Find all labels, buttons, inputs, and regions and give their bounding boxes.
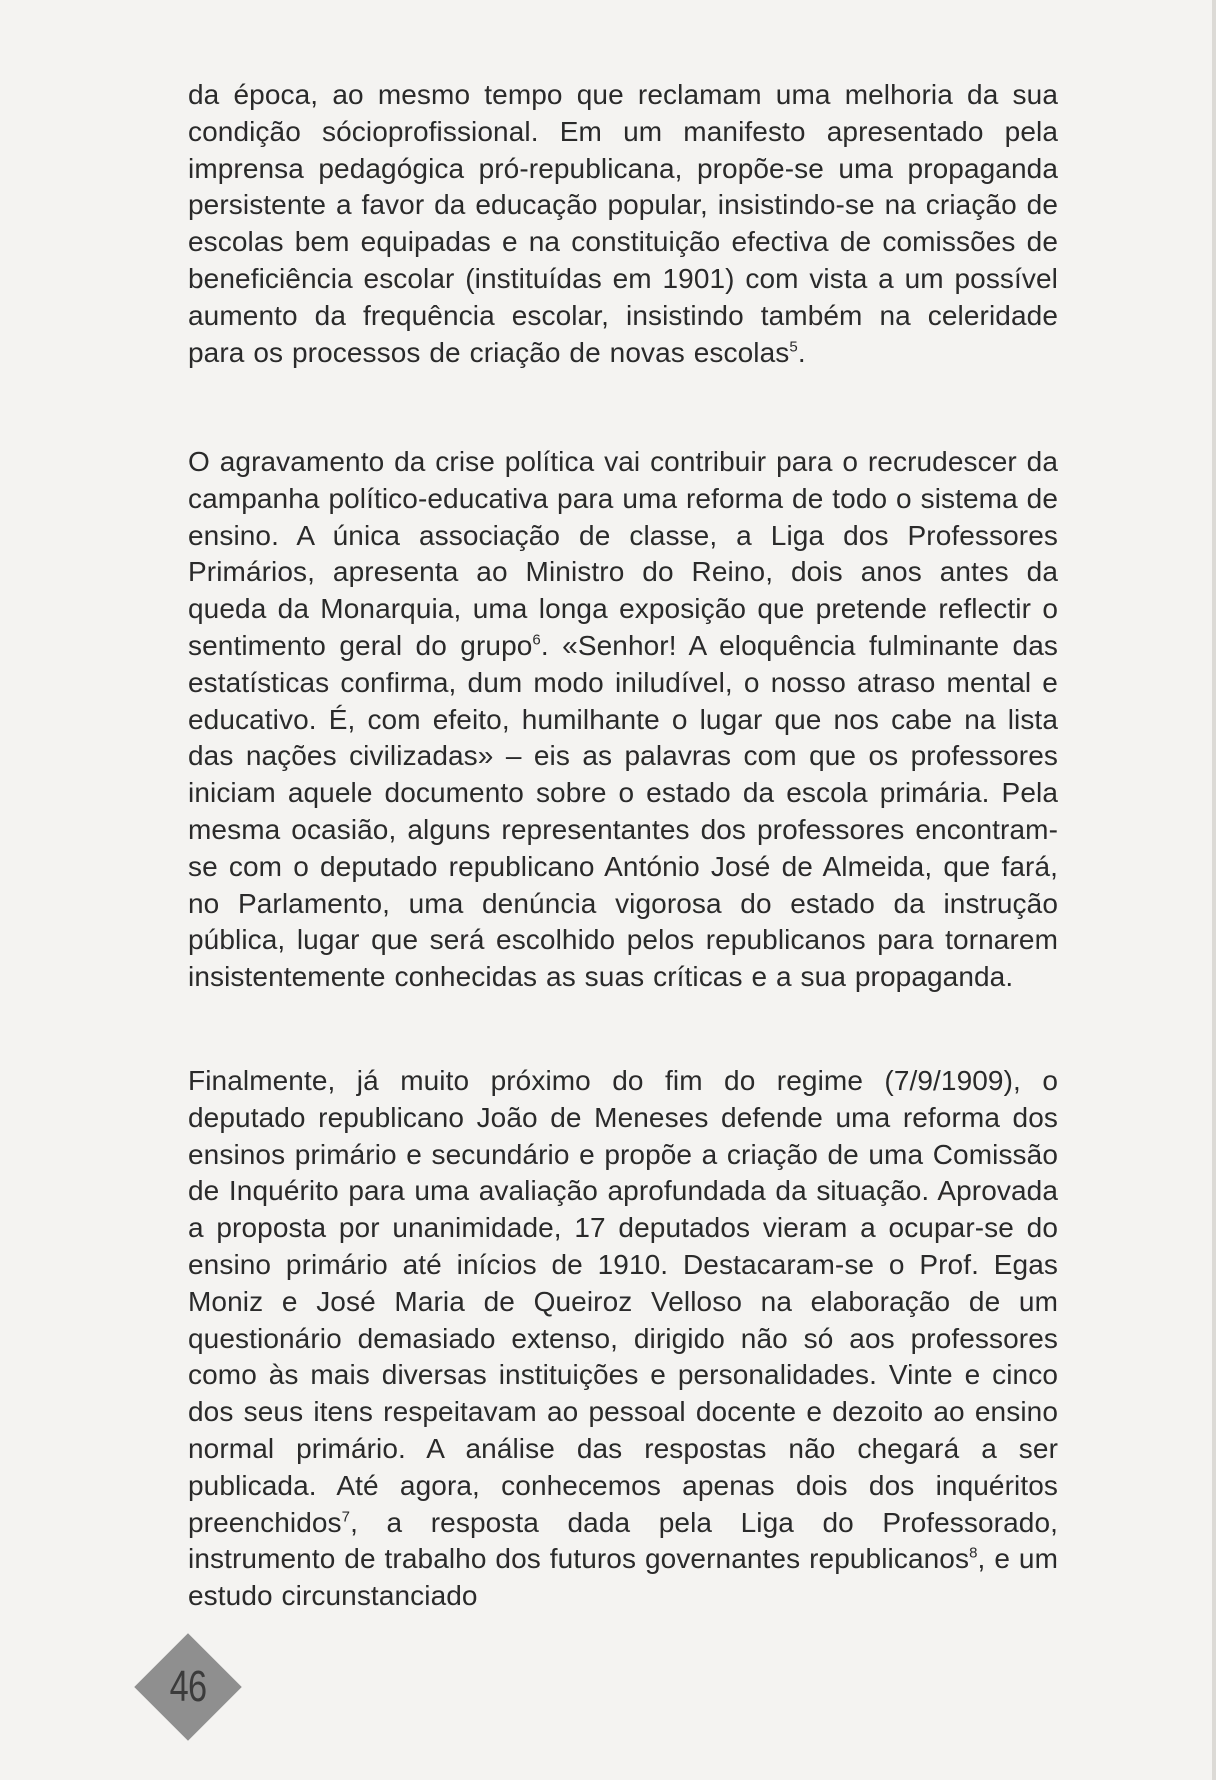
paragraph-2 bbox=[188, 444, 1058, 996]
paragraph-1-text: da época, ao mesmo tempo que reclamam uma melhoria da sua condição sócioprofissional. Em um manifesto apresentado pela imprensa pedagógica pró-republicana, propõe-se uma propaganda persistente a favor da educação popular, insistindo-se na criação de escolas bem equipadas e na constituição efectiva de comissões de beneficiência escolar (instituídas em 1901) com vista a um possível aumento da frequência escolar, insistindo também na celeridade para os processos de criação de novas escolas bbox=[188, 79, 1058, 368]
paragraph-2-text: O agravamento da crise política vai contribuir para o recrudescer da campanha político-educativa para uma reforma de todo o sistema de ensino. A única associação de classe, a Liga dos Professores Primários, apresenta ao Ministro do Reino, dois anos antes da queda da Monarquia, uma longa exposição que pretende reflectir o sentimento geral do grupo bbox=[188, 446, 1058, 661]
paragraph-3-end: , e um estudo circunstanciado bbox=[188, 1543, 1058, 1612]
paragraph-3-text: Finalmente, já muito próximo do fim do regime (7/9/1909), o deputado republicano João de Meneses defende uma reforma dos ensinos primário e secundário e propõe a criação de uma Comissão de Inquérito para uma avaliação aprofundada da situação. Aprovada a proposta por unanimidade, 17 deputados vieram a ocupar-se do ensino primário até inícios de 1910. Destacaram-se o Prof. Egas Moniz e José Maria de Queiroz Velloso na elaboração de um questionário demasiado extenso, dirigido não só aos professores como às mais diversas instituições e personalidades. Vinte e cinco dos seus itens respeitavam ao pessoal docente e dezoito ao ensino normal primário. A análise das respostas não chegará a ser publicada. Até agora, conhecemos apenas dois dos inquéritos preenchidos bbox=[188, 1065, 1058, 1538]
paragraph-1-end: . bbox=[797, 336, 806, 368]
page-number-badge bbox=[133, 1632, 243, 1742]
footnote-ref-6: 6 bbox=[532, 631, 541, 649]
paragraph-2-continuation: . «Senhor! A eloquência fulminante das estatísticas confirma, dum modo iniludível, o nosso atraso mental e educativo. É, com efeito, humilhante o lugar que nos cabe na lista das nações civilizadas» – eis as palavras com que os professores iniciam aquele documento sobre o estado da escola primária. Pela mesma ocasião, alguns representantes dos professores encontram-se com o deputado republicano António José de Almeida, que fará, no Parlamento, uma denúncia vigorosa do estado da instrução pública, lugar que será escolhido pelos republicanos para tornarem insistentemente conhecidas as suas críticas e a sua propaganda. bbox=[188, 629, 1059, 993]
paragraph-1 bbox=[188, 77, 1058, 371]
paragraph-3-continuation: , a resposta dada pela Liga do Professorado, instrumento de trabalho dos futuros governantes republicanos bbox=[188, 1506, 1058, 1575]
paragraph-3 bbox=[188, 1063, 1058, 1615]
footnote-ref-7: 7 bbox=[341, 1508, 351, 1526]
footnote-ref-8: 8 bbox=[969, 1545, 978, 1563]
page-edge bbox=[1212, 0, 1216, 1780]
page-number: 46 bbox=[169, 1662, 207, 1711]
footnote-ref-5: 5 bbox=[789, 338, 798, 356]
